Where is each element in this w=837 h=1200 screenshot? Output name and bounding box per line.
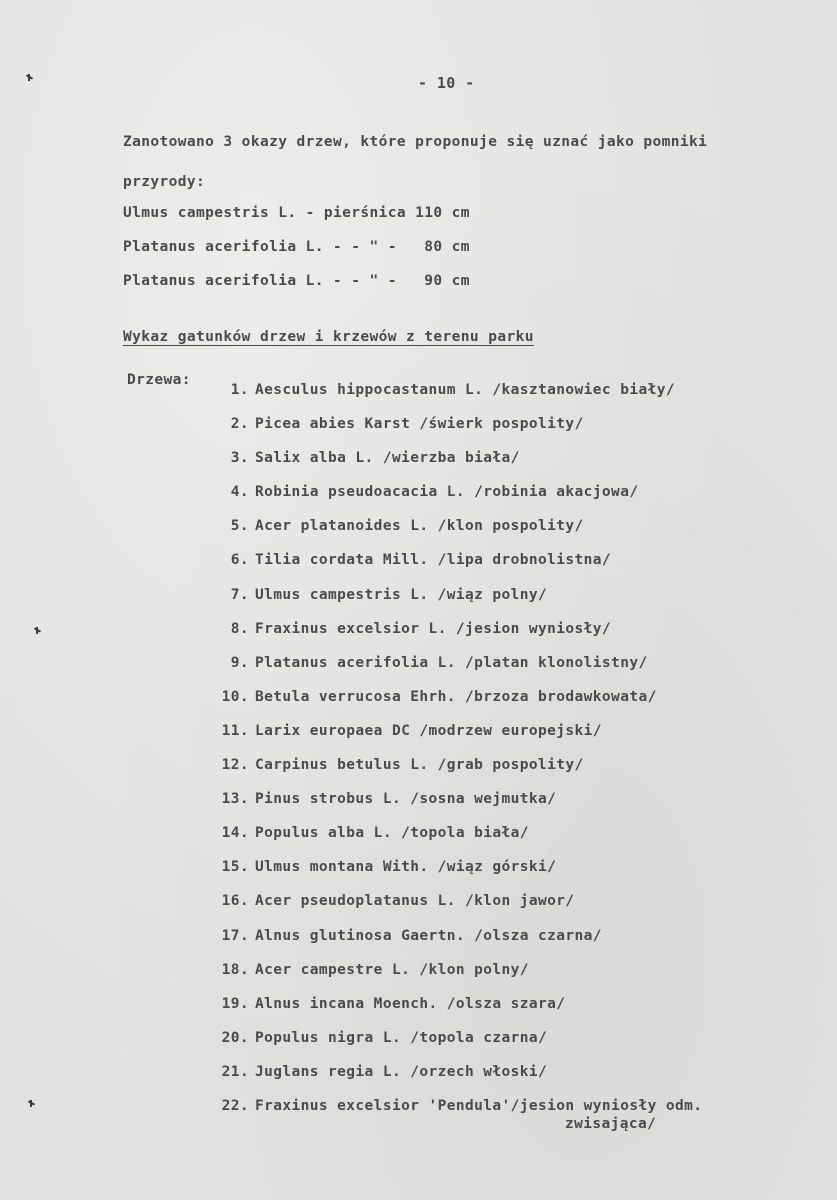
hole-punch-mark-middle (34, 627, 40, 633)
item-text: Salix alba L. /wierzba biała/ (255, 450, 520, 467)
item-text: Larix europaea DC /modrzew europejski/ (255, 722, 602, 739)
item-text: Ulmus montana With. /wiąz górski/ (255, 859, 557, 876)
list-item (205, 962, 702, 996)
item-text: Fraxinus excelsior L. /jesion wyniosły/ (255, 620, 612, 637)
list-item (205, 552, 702, 586)
section-heading: Wykaz gatunków drzew i krzewów z terenu parku (123, 329, 534, 345)
item-number: 9. (230, 654, 249, 671)
item-text: Platanus acerifolia L. /platan klonolistny/ (255, 654, 648, 671)
list-item (205, 757, 702, 791)
list-item (205, 450, 702, 484)
list-item (205, 893, 702, 927)
list-item (205, 655, 702, 689)
hole-punch-mark-bottom (28, 1100, 34, 1106)
list-item (205, 1030, 702, 1064)
item-text: Fraxinus excelsior 'Pendula'/jesion wyniosły odm. (255, 1097, 703, 1114)
item-number: 18. (221, 961, 249, 978)
item-text: Pinus strobus L. /sosna wejmutka/ (255, 791, 557, 808)
item-text: Alnus incana Moench. /olsza szara/ (255, 995, 566, 1012)
item-number: 20. (221, 1029, 249, 1046)
item-text-continuation: zwisająca/ (565, 1116, 657, 1132)
item-text: Betula verrucosa Ehrh. /brzoza brodawkowata/ (255, 688, 657, 705)
item-number: 4. (230, 484, 249, 501)
item-number: 3. (230, 450, 249, 467)
list-item (205, 587, 702, 621)
item-text: Populus alba L. /topola biała/ (255, 825, 529, 842)
section-label: Drzewa: (127, 372, 191, 388)
item-number: 21. (221, 1063, 249, 1080)
item-number: 15. (221, 859, 249, 876)
item-text: Ulmus campestris L. /wiąz polny/ (255, 586, 548, 603)
item-text: Aesculus hippocastanum L. /kasztanowiec biały/ (255, 382, 675, 398)
list-item (205, 859, 702, 893)
list-item (205, 791, 702, 825)
item-number: 1. (230, 382, 249, 398)
list-item (205, 825, 702, 859)
tree-list (205, 382, 702, 1132)
item-text: Populus nigra L. /topola czarna/ (255, 1029, 548, 1046)
page-number: - 10 - (418, 74, 475, 92)
list-item (205, 689, 702, 723)
list-item (205, 1064, 702, 1098)
item-text: Acer pseudoplatanus L. /klon jawor/ (255, 893, 575, 910)
item-text: Carpinus betulus L. /grab pospolity/ (255, 757, 584, 774)
list-item (205, 723, 702, 757)
list-item (205, 996, 702, 1030)
item-number: 16. (221, 893, 249, 910)
item-number: 17. (221, 927, 249, 944)
item-text: Picea abies Karst /świerk pospolity/ (255, 416, 584, 433)
intro-line-2: przyrody: (123, 174, 206, 190)
item-number: 19. (221, 995, 249, 1012)
item-number: 13. (221, 791, 249, 808)
specimen-line: Ulmus campestris L. - pierśnica 110 cm (123, 205, 470, 221)
item-text: Tilia cordata Mill. /lipa drobnolistna/ (255, 552, 612, 569)
list-item (205, 416, 702, 450)
item-number: 10. (221, 688, 249, 705)
item-text: Alnus glutinosa Gaertn. /olsza czarna/ (255, 927, 602, 944)
item-number: 11. (221, 722, 249, 739)
item-text: Robinia pseudoacacia L. /robinia akacjowa/ (255, 484, 639, 501)
item-number: 22. (221, 1097, 249, 1114)
item-number: 5. (230, 518, 249, 535)
item-text: Juglans regia L. /orzech włoski/ (255, 1063, 548, 1080)
item-text: Acer platanoides L. /klon pospolity/ (255, 518, 584, 535)
item-number: 6. (230, 552, 249, 569)
list-item (205, 928, 702, 962)
item-number: 12. (221, 757, 249, 774)
list-item (205, 484, 702, 518)
intro-line-1: Zanotowano 3 okazy drzew, które proponuje się uznać jako pomniki (123, 134, 708, 150)
list-item (205, 621, 702, 655)
item-number: 7. (230, 586, 249, 603)
item-number: 14. (221, 825, 249, 842)
item-text: Acer campestre L. /klon polny/ (255, 961, 529, 978)
specimen-line: Platanus acerifolia L. - - " - 80 cm (123, 239, 470, 255)
list-item (205, 518, 702, 552)
specimen-line: Platanus acerifolia L. - - " - 90 cm (123, 273, 470, 289)
item-number: 2. (230, 416, 249, 433)
hole-punch-mark-top (26, 74, 32, 80)
list-item (205, 382, 702, 416)
item-number: 8. (230, 620, 249, 637)
